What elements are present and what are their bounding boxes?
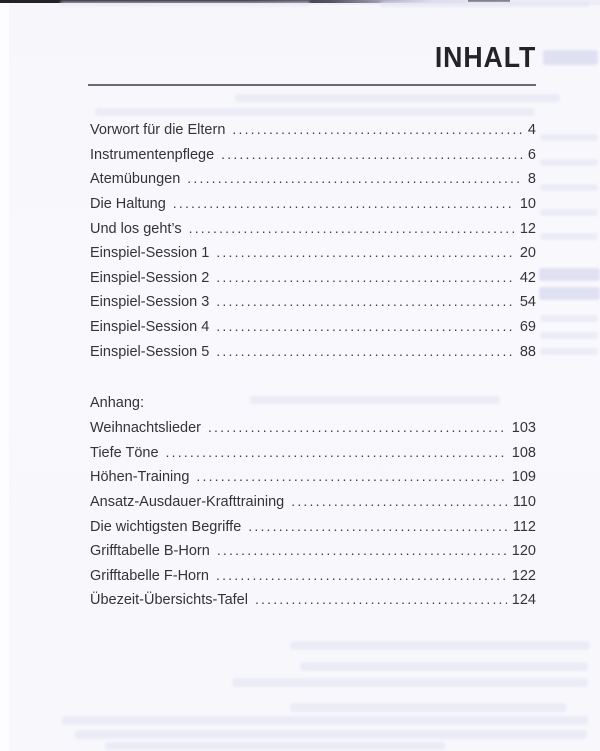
- leader-dots: [232, 117, 523, 142]
- bleedthrough-line: [105, 742, 445, 750]
- toc-entry-page: 4: [527, 122, 536, 138]
- toc-entry-label: Tiefe Töne: [90, 444, 159, 461]
- bleedthrough-line: [75, 730, 587, 739]
- bleedthrough-line: [540, 233, 598, 240]
- toc-entry: [90, 265, 536, 290]
- bleedthrough-line: [540, 184, 598, 191]
- leader-dots: [187, 166, 523, 191]
- toc-entry: [90, 117, 536, 142]
- toc-entry-page: 109: [511, 469, 536, 486]
- toc-entry-label: Instrumentenpflege: [90, 146, 215, 163]
- toc-entry: [90, 216, 536, 241]
- bleedthrough-line: [300, 662, 588, 671]
- leader-dots: [166, 440, 507, 465]
- toc-entry: [90, 191, 536, 216]
- page-title: INHALT: [434, 42, 536, 74]
- toc-entry-page: 6: [527, 146, 536, 163]
- leader-dots: [216, 563, 507, 588]
- leader-dots: [216, 314, 515, 339]
- leader-dots: [196, 464, 506, 489]
- bleedthrough-line: [540, 209, 598, 216]
- bleedthrough-line: [250, 396, 500, 404]
- bleedthrough-line: [540, 134, 598, 141]
- toc-entry-page: 110: [512, 493, 536, 510]
- toc-entry: [90, 587, 536, 612]
- toc-entry: [90, 514, 536, 539]
- leader-dots: [189, 216, 515, 241]
- leader-dots: [216, 339, 515, 364]
- toc-entry: [90, 314, 536, 339]
- toc-entry: [90, 166, 536, 191]
- toc-entry-label: Die Haltung: [90, 195, 166, 212]
- bleedthrough-line: [62, 716, 588, 725]
- toc-entry-label: Einspiel-Session 2: [90, 269, 210, 286]
- bleedthrough-line: [95, 108, 535, 116]
- toc-entry: [90, 240, 536, 265]
- bleedthrough-line: [235, 94, 560, 102]
- toc-entry-label: Weihnachtslieder: [90, 420, 201, 436]
- toc-entry: [90, 464, 536, 489]
- toc-entry: [90, 440, 536, 465]
- toc-appendix-list: [90, 415, 536, 612]
- toc-entry: [90, 538, 536, 563]
- bleedthrough-line: [290, 641, 590, 650]
- toc-entry: [90, 489, 536, 514]
- bleedthrough-line: [540, 348, 598, 355]
- leader-dots: [173, 191, 515, 216]
- toc-entry-page: 108: [511, 444, 536, 461]
- leader-dots: [217, 538, 507, 563]
- toc-entry-page: 12: [519, 220, 536, 237]
- toc-entry-label: Einspiel-Session 5: [90, 343, 210, 360]
- toc-entry-label: Höhen-Training: [90, 469, 190, 486]
- toc-entry-page: 112: [512, 518, 536, 535]
- scan-edge-strip: [0, 0, 9, 751]
- bleedthrough-line: [60, 1, 310, 6]
- toc-entry-label: Die wichtigsten Begriffe: [90, 518, 242, 535]
- appendix-heading: Anhang:: [90, 395, 145, 411]
- leader-dots: [216, 240, 515, 265]
- bleedthrough-line: [540, 315, 598, 322]
- toc-entry-page: 8: [527, 171, 536, 188]
- toc-entry-page: 54: [519, 294, 536, 311]
- bleedthrough-line: [290, 703, 566, 712]
- toc-entry-label: Einspiel-Session 4: [90, 319, 210, 336]
- toc-entry: [90, 339, 536, 364]
- title-rule: [88, 84, 536, 86]
- bleedthrough-line: [540, 332, 598, 339]
- toc-entry-page: 120: [511, 543, 536, 560]
- bleedthrough-line: [232, 678, 588, 687]
- toc-entry-page: 42: [519, 269, 536, 286]
- toc-entry-page: 124: [511, 592, 536, 609]
- leader-dots: [221, 142, 523, 167]
- leader-dots: [208, 415, 507, 440]
- leader-dots: [216, 265, 515, 290]
- leader-dots: [216, 289, 515, 314]
- toc-entry: [90, 142, 536, 167]
- toc-entry: [90, 563, 536, 588]
- bleedthrough-line: [380, 1, 590, 7]
- toc-entry-label: Und los geht’s: [90, 220, 182, 237]
- bleedthrough-line: [540, 159, 598, 166]
- toc-entry-label: Grifftabelle F-Horn: [90, 567, 209, 584]
- bleedthrough-line: [543, 50, 598, 65]
- toc-entry-label: Atemübungen: [90, 171, 181, 188]
- toc-entry-page: 103: [511, 420, 536, 436]
- bleedthrough-line: [539, 268, 600, 281]
- toc-entry-label: Ansatz-Ausdauer-Krafttraining: [90, 493, 285, 510]
- toc-entry-label: Übezeit-Übersichts-Tafel: [90, 592, 248, 609]
- toc-entry-label: Grifftabelle B-Horn: [90, 543, 210, 560]
- toc-entry-page: 20: [519, 245, 536, 262]
- toc-entry-page: 88: [519, 343, 536, 360]
- toc-entry-page: 122: [511, 567, 536, 584]
- toc-entry: [90, 415, 536, 440]
- toc-main-list: [90, 117, 536, 363]
- leader-dots: [248, 514, 508, 539]
- leader-dots: [255, 587, 507, 612]
- leader-dots: [291, 489, 508, 514]
- bleedthrough-line: [539, 287, 600, 300]
- toc-entry-label: Einspiel-Session 3: [90, 294, 210, 311]
- toc-entry-label: Vorwort für die Eltern: [90, 122, 226, 138]
- toc-entry-page: 10: [519, 195, 536, 212]
- toc-entry-page: 69: [519, 319, 536, 336]
- toc-entry-label: Einspiel-Session 1: [90, 245, 210, 262]
- toc-entry: [90, 289, 536, 314]
